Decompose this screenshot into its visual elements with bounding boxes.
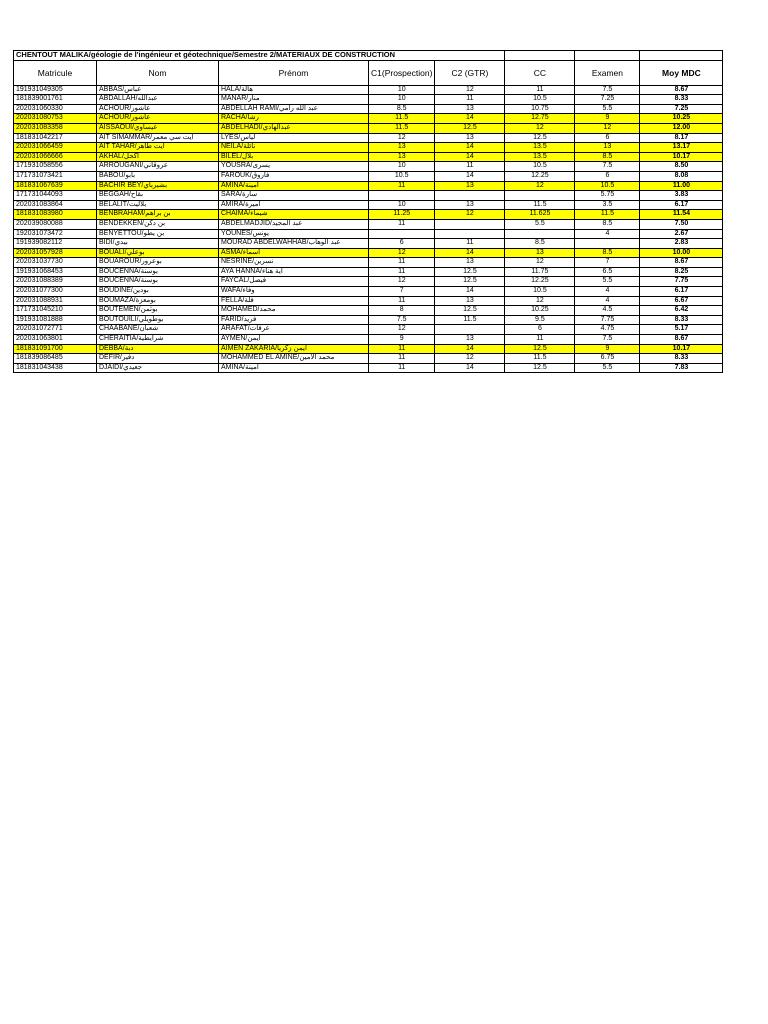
moy-cell: 12.00 (640, 123, 723, 133)
examen-cell: 7.25 (575, 95, 640, 105)
matricule-cell: 181831042217 (14, 133, 97, 143)
c1-cell: 8 (369, 306, 435, 316)
examen-cell: 4.75 (575, 325, 640, 335)
table-row (14, 85, 723, 95)
moy-cell: 7.75 (640, 277, 723, 287)
examen-cell: 5.5 (575, 104, 640, 114)
cc-cell: 6 (505, 325, 575, 335)
table-row (14, 325, 723, 335)
c1-cell: 10 (369, 85, 435, 95)
nom-cell: BACHIR BEY/بشيرباي (97, 181, 219, 191)
moy-cell: 8.67 (640, 258, 723, 268)
nom-cell: BABOU/بابو (97, 171, 219, 181)
prenom-cell: AMIRA/اميرة (219, 200, 369, 210)
prenom-cell: AIMEN ZAKARIA/أيمن زكريا (219, 344, 369, 354)
examen-cell: 8.5 (575, 152, 640, 162)
moy-cell: 13.17 (640, 143, 723, 153)
c1-cell: 13 (369, 152, 435, 162)
prenom-cell: MANAR/منار (219, 95, 369, 105)
moy-cell: 10.25 (640, 114, 723, 124)
nom-cell: CHAABANE/شعبان (97, 325, 219, 335)
table-row (14, 363, 723, 373)
moy-cell: 8.50 (640, 162, 723, 172)
moy-cell: 8.67 (640, 85, 723, 95)
moy-cell: 10.17 (640, 344, 723, 354)
matricule-cell: 171931058556 (14, 162, 97, 172)
examen-cell: 4 (575, 287, 640, 297)
prenom-cell: NEILA/نائلة (219, 143, 369, 153)
moy-cell: 8.33 (640, 354, 723, 364)
examen-cell: 8.5 (575, 219, 640, 229)
c1-cell: 12 (369, 248, 435, 258)
cc-cell: 12.75 (505, 114, 575, 124)
cc-cell (505, 229, 575, 239)
matricule-cell: 181831083980 (14, 210, 97, 220)
empty-cell (640, 51, 723, 61)
cc-cell: 13 (505, 248, 575, 258)
c1-cell: 11 (369, 344, 435, 354)
prenom-cell: FELLA/فلة (219, 296, 369, 306)
examen-cell: 5.75 (575, 191, 640, 201)
c2-cell: 11 (435, 95, 505, 105)
nom-cell: ACHOUR/عاشور (97, 104, 219, 114)
matricule-cell: 181831067639 (14, 181, 97, 191)
cc-cell: 11.5 (505, 200, 575, 210)
prenom-cell: FAROUK/فاروق (219, 171, 369, 181)
cc-cell: 12.5 (505, 363, 575, 373)
matricule-cell: 171731045210 (14, 306, 97, 316)
prenom-cell: ASMA/أسماء (219, 248, 369, 258)
c1-cell: 11 (369, 267, 435, 277)
examen-cell: 4.5 (575, 306, 640, 316)
header-cc: CC (505, 60, 575, 85)
nom-cell: AIT SIMAMMAR/أيت سي معمر (97, 133, 219, 143)
table-row (14, 248, 723, 258)
c1-cell: 10 (369, 200, 435, 210)
prenom-cell: ARAFAT/عرفات (219, 325, 369, 335)
examen-cell: 9 (575, 344, 640, 354)
table-row (14, 306, 723, 316)
matricule-cell: 202031072771 (14, 325, 97, 335)
c1-cell: 12 (369, 325, 435, 335)
nom-cell: BOUTEMEN/بوثمن (97, 306, 219, 316)
moy-cell: 8.17 (640, 133, 723, 143)
c2-cell: 14 (435, 248, 505, 258)
moy-cell: 8.33 (640, 95, 723, 105)
prenom-cell: NESRINE/نسرين (219, 258, 369, 268)
cc-cell: 12 (505, 258, 575, 268)
c1-cell: 11 (369, 258, 435, 268)
prenom-cell: AMINA/امينة (219, 363, 369, 373)
matricule-cell: 171731044093 (14, 191, 97, 201)
examen-cell: 5.5 (575, 277, 640, 287)
examen-cell: 7.5 (575, 85, 640, 95)
header-c1: C1(Prospection) (369, 60, 435, 85)
nom-cell: BOUMAZA/بومعزة (97, 296, 219, 306)
prenom-cell: AYMEN/أيمن (219, 335, 369, 345)
c2-cell: 14 (435, 171, 505, 181)
matricule-cell: 202031063801 (14, 335, 97, 345)
nom-cell: ACHOUR/عاشور (97, 114, 219, 124)
nom-cell: AKHAL/أكحل (97, 152, 219, 162)
nom-cell: DEFIR/دفير (97, 354, 219, 364)
cc-cell: 12.5 (505, 344, 575, 354)
matricule-cell: 191939082112 (14, 239, 97, 249)
c1-cell: 7.5 (369, 315, 435, 325)
moy-cell: 6.67 (640, 296, 723, 306)
table-row (14, 335, 723, 345)
c2-cell: 13 (435, 181, 505, 191)
cc-cell: 12.25 (505, 277, 575, 287)
cc-cell: 10.5 (505, 162, 575, 172)
cc-cell: 11.5 (505, 354, 575, 364)
c1-cell (369, 229, 435, 239)
c2-cell: 14 (435, 287, 505, 297)
c2-cell (435, 325, 505, 335)
table-row (14, 114, 723, 124)
cc-cell: 11 (505, 85, 575, 95)
moy-cell: 10.17 (640, 152, 723, 162)
examen-cell: 6 (575, 133, 640, 143)
matricule-cell: 202031083358 (14, 123, 97, 133)
moy-cell: 7.25 (640, 104, 723, 114)
matricule-cell: 181831043438 (14, 363, 97, 373)
examen-cell: 6.75 (575, 354, 640, 364)
table-body (14, 85, 723, 373)
nom-cell: ABDALLAH/عبدالله (97, 95, 219, 105)
prenom-cell: AMINA/أمينة (219, 181, 369, 191)
c2-cell: 12.5 (435, 123, 505, 133)
c1-cell: 12 (369, 277, 435, 287)
c1-cell: 12 (369, 133, 435, 143)
moy-cell: 3.83 (640, 191, 723, 201)
nom-cell: BEGGAH/بقاح (97, 191, 219, 201)
table-row (14, 296, 723, 306)
c1-cell: 11 (369, 363, 435, 373)
c2-cell (435, 191, 505, 201)
nom-cell: CHERAITIA/شرايطية (97, 335, 219, 345)
matricule-cell: 181831091700 (14, 344, 97, 354)
table-row (14, 239, 723, 249)
c1-cell: 11.5 (369, 114, 435, 124)
c2-cell: 13 (435, 258, 505, 268)
c1-cell: 11.25 (369, 210, 435, 220)
moy-cell: 7.50 (640, 219, 723, 229)
table-row (14, 287, 723, 297)
examen-cell: 7.75 (575, 315, 640, 325)
table-row (14, 181, 723, 191)
examen-cell: 7.5 (575, 162, 640, 172)
matricule-cell: 202031080753 (14, 114, 97, 124)
c2-cell: 14 (435, 363, 505, 373)
table-row (14, 143, 723, 153)
nom-cell: BOUAROUR/بوعرور (97, 258, 219, 268)
cc-cell: 8.5 (505, 239, 575, 249)
matricule-cell: 202031083864 (14, 200, 97, 210)
c2-cell: 12.5 (435, 267, 505, 277)
matricule-cell: 192031073472 (14, 229, 97, 239)
prenom-cell: LYES/لياس (219, 133, 369, 143)
prenom-cell: FAYCAL/فيصل (219, 277, 369, 287)
cc-cell: 10.75 (505, 104, 575, 114)
moy-cell: 10.00 (640, 248, 723, 258)
moy-cell: 2.83 (640, 239, 723, 249)
cc-cell: 11.625 (505, 210, 575, 220)
c1-cell: 6 (369, 239, 435, 249)
examen-cell: 13 (575, 143, 640, 153)
matricule-cell: 202031077300 (14, 287, 97, 297)
table-row (14, 315, 723, 325)
c2-cell: 12 (435, 354, 505, 364)
c2-cell: 12.5 (435, 306, 505, 316)
c2-cell: 14 (435, 143, 505, 153)
table-row (14, 219, 723, 229)
c1-cell: 9 (369, 335, 435, 345)
examen-cell: 10.5 (575, 181, 640, 191)
c2-cell: 13 (435, 104, 505, 114)
cc-cell: 11.75 (505, 267, 575, 277)
moy-cell: 6.42 (640, 306, 723, 316)
header-c2: C2 (GTR) (435, 60, 505, 85)
examen-cell: 7.5 (575, 335, 640, 345)
table-row (14, 123, 723, 133)
table-row (14, 171, 723, 181)
table-row (14, 95, 723, 105)
c1-cell: 10.5 (369, 171, 435, 181)
nom-cell: BOUTOUILI/بوطويلي (97, 315, 219, 325)
c1-cell: 8.5 (369, 104, 435, 114)
nom-cell: BOUCENNA/بوسنة (97, 277, 219, 287)
nom-cell: BENDEKKEN/بن دكن (97, 219, 219, 229)
prenom-cell: MOURAD ABDELWAHHAB/عبد الوهاب (219, 239, 369, 249)
nom-cell: ABBAS/عباس (97, 85, 219, 95)
matricule-cell: 202031066459 (14, 143, 97, 153)
empty-cell (575, 51, 640, 61)
c2-cell: 14 (435, 344, 505, 354)
prenom-cell: BILEL/بلال (219, 152, 369, 162)
moy-cell: 6.17 (640, 287, 723, 297)
prenom-cell: MOHAMED/محمد (219, 306, 369, 316)
table-row (14, 191, 723, 201)
header-moy-mdc: Moy MDC (640, 60, 723, 85)
nom-cell: BENBRAHAM/بن براهم (97, 210, 219, 220)
c1-cell: 13 (369, 143, 435, 153)
nom-cell: BIDI/بيدي (97, 239, 219, 249)
matricule-cell: 202031066666 (14, 152, 97, 162)
c1-cell: 7 (369, 287, 435, 297)
table-row (14, 229, 723, 239)
cc-cell: 12 (505, 181, 575, 191)
nom-cell: BOUDINE/بودين (97, 287, 219, 297)
examen-cell: 5.5 (575, 363, 640, 373)
table-row (14, 162, 723, 172)
cc-cell: 11 (505, 335, 575, 345)
matricule-cell: 191931049305 (14, 85, 97, 95)
c2-cell: 12.5 (435, 277, 505, 287)
examen-cell: 11.5 (575, 210, 640, 220)
c2-cell: 11.5 (435, 315, 505, 325)
moy-cell: 8.25 (640, 267, 723, 277)
moy-cell: 8.08 (640, 171, 723, 181)
examen-cell: 4 (575, 229, 640, 239)
c2-cell: 14 (435, 152, 505, 162)
matricule-cell: 181839086485 (14, 354, 97, 364)
prenom-cell: ABDELLAH RAMI/عبد الله رامي (219, 104, 369, 114)
prenom-cell: SARA/سارة (219, 191, 369, 201)
grades-table (13, 50, 723, 373)
nom-cell: BELALIT/بلاليت (97, 200, 219, 210)
header-prenom: Prénom (219, 60, 369, 85)
cc-cell: 12.25 (505, 171, 575, 181)
matricule-cell: 202039080088 (14, 219, 97, 229)
matricule-cell: 191931081888 (14, 315, 97, 325)
table-row (14, 258, 723, 268)
moy-cell: 8.33 (640, 315, 723, 325)
nom-cell: AISSAOUI/عيساوي (97, 123, 219, 133)
c2-cell: 11 (435, 162, 505, 172)
table-row (14, 210, 723, 220)
matricule-cell: 202031037730 (14, 258, 97, 268)
cc-cell: 10.5 (505, 95, 575, 105)
c1-cell: 11 (369, 354, 435, 364)
cc-cell: 12.5 (505, 133, 575, 143)
examen-cell: 6 (575, 171, 640, 181)
prenom-cell: HALA/هالة (219, 85, 369, 95)
c2-cell: 12 (435, 85, 505, 95)
examen-cell (575, 239, 640, 249)
examen-cell: 9 (575, 114, 640, 124)
matricule-cell: 181839001761 (14, 95, 97, 105)
nom-cell: ARROUGANI/عروقاني (97, 162, 219, 172)
table-row (14, 152, 723, 162)
cc-cell: 12 (505, 123, 575, 133)
c1-cell: 10 (369, 162, 435, 172)
matricule-cell: 191931068453 (14, 267, 97, 277)
table-row (14, 133, 723, 143)
cc-cell (505, 191, 575, 201)
c2-cell: 13 (435, 335, 505, 345)
c1-cell: 11 (369, 296, 435, 306)
c2-cell: 13 (435, 133, 505, 143)
c1-cell: 11.5 (369, 123, 435, 133)
examen-cell: 3.5 (575, 200, 640, 210)
prenom-cell: RACHA/رشا (219, 114, 369, 124)
examen-cell: 8.5 (575, 248, 640, 258)
matricule-cell: 202031060330 (14, 104, 97, 114)
nom-cell: BOUALI/بوعلي (97, 248, 219, 258)
examen-cell: 12 (575, 123, 640, 133)
c1-cell (369, 191, 435, 201)
table-row (14, 344, 723, 354)
prenom-cell: ABDELHADI/عبدالهادي (219, 123, 369, 133)
nom-cell: DEBBA/دبة (97, 344, 219, 354)
c2-cell: 13 (435, 296, 505, 306)
moy-cell: 11.54 (640, 210, 723, 220)
nom-cell: AIT TAHAR/أيت طاهر (97, 143, 219, 153)
prenom-cell: CHAIMA/شيماء (219, 210, 369, 220)
matricule-cell: 202031088931 (14, 296, 97, 306)
examen-cell: 4 (575, 296, 640, 306)
c1-cell: 11 (369, 181, 435, 191)
table-row (14, 354, 723, 364)
prenom-cell: YOUNES/يونس (219, 229, 369, 239)
prenom-cell: ABDELMADJID/عبد المجيد (219, 219, 369, 229)
nom-cell: DJAIDI/جعيدي (97, 363, 219, 373)
c2-cell: 12 (435, 210, 505, 220)
header-examen: Examen (575, 60, 640, 85)
c2-cell: 14 (435, 114, 505, 124)
empty-cell (505, 51, 575, 61)
matricule-cell: 171731073421 (14, 171, 97, 181)
cc-cell: 13.5 (505, 152, 575, 162)
table-row (14, 277, 723, 287)
prenom-cell: YOUSRA/يسرى (219, 162, 369, 172)
matricule-cell: 202031057928 (14, 248, 97, 258)
c2-cell: 11 (435, 239, 505, 249)
prenom-cell: FARID/فريد (219, 315, 369, 325)
cc-cell: 10.5 (505, 287, 575, 297)
cc-cell: 12 (505, 296, 575, 306)
moy-cell: 6.17 (640, 200, 723, 210)
cc-cell: 9.5 (505, 315, 575, 325)
moy-cell: 2.67 (640, 229, 723, 239)
table-row (14, 267, 723, 277)
prenom-cell: MOHAMMED EL AMINE/محمد الأمين (219, 354, 369, 364)
moy-cell: 5.17 (640, 325, 723, 335)
sheet-title: CHENTOUT MALIKA/géologie de l'ingénieur et géotechnique/Semestre 2/MATERIAUX DE CONSTRUCTION (14, 51, 505, 61)
cc-cell: 5.5 (505, 219, 575, 229)
cc-cell: 10.25 (505, 306, 575, 316)
nom-cell: BENYETTOU/بن يطو (97, 229, 219, 239)
header-nom: Nom (97, 60, 219, 85)
table-row (14, 200, 723, 210)
nom-cell: BOUCENNA/بوسنة (97, 267, 219, 277)
c2-cell (435, 229, 505, 239)
moy-cell: 8.67 (640, 335, 723, 345)
examen-cell: 6.5 (575, 267, 640, 277)
c2-cell: 13 (435, 200, 505, 210)
prenom-cell: WAFA/وفاء (219, 287, 369, 297)
examen-cell: 7 (575, 258, 640, 268)
prenom-cell: AYA HANNA/آية هناء (219, 267, 369, 277)
c1-cell: 11 (369, 219, 435, 229)
table-row (14, 104, 723, 114)
matricule-cell: 202031088389 (14, 277, 97, 287)
moy-cell: 11.00 (640, 181, 723, 191)
cc-cell: 13.5 (505, 143, 575, 153)
c2-cell (435, 219, 505, 229)
header-matricule: Matricule (14, 60, 97, 85)
moy-cell: 7.83 (640, 363, 723, 373)
c1-cell: 10 (369, 95, 435, 105)
